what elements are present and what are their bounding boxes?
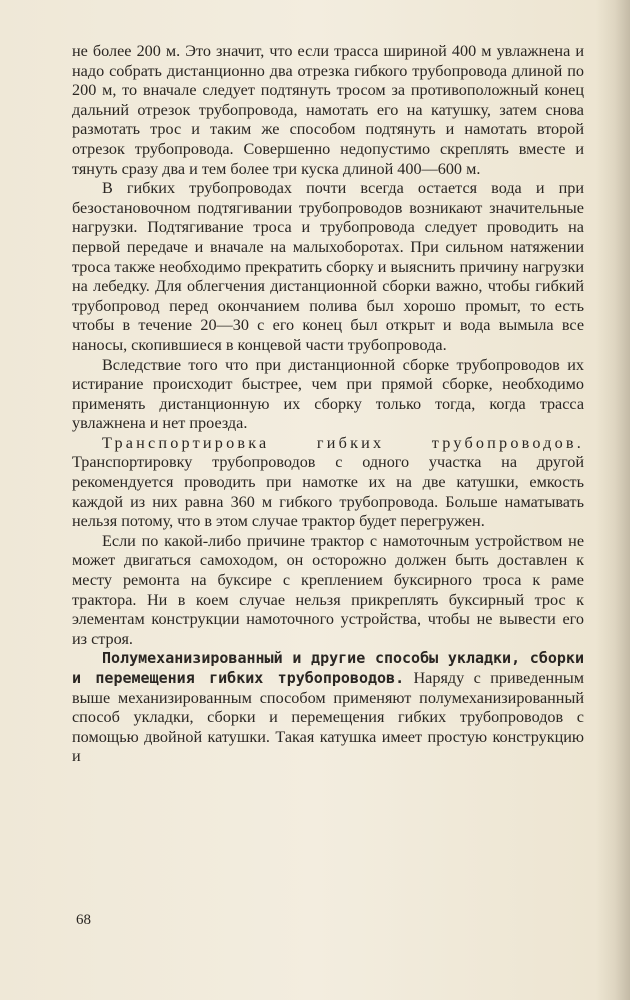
body-text [72, 42, 584, 767]
paragraph-4-body: Транспортировку трубопроводов с одного участка на другой рекомендуется проводить при намотке их на две катушки, емкость каждой из них равна 360 м гибкого трубопровода. Больше наматывать нельзя потому, что в этом случае трактор будет перегружен. [72, 453, 584, 531]
paragraph-3: Вследствие того что при дистанционной сборке трубопроводов их истирание происходит быстрее, чем при прямой сборке, необходимо применять дистанционную их сборку только тогда, когда трасса увлажнена и нет проезда. [72, 355, 584, 433]
section-heading-semimechanized: Полумеханизированный и другие способы укладки, сборки и перемещения гибких трубопроводов. [72, 649, 584, 687]
paragraph-6-body: Наряду с приведенным выше механизированным способом применяют полумеханизированный способ укладки, сборки и перемещения гибких трубопроводов с помощью двойной катушки. Такая катушка имеет простую конструкцию и [72, 669, 585, 766]
section-heading-transport: Транспортировка гибких трубопроводов. [102, 433, 584, 452]
page-spine-shadow [596, 0, 630, 1000]
page-number: 68 [76, 912, 91, 928]
paragraph-2: В гибких трубопроводах почти всегда остается вода и при безостановочном подтягивании трубопроводов возникают значительные нагрузки. Подтягивание троса и трубопровода следует проводить на первой передаче и вначале на малыхоборотах. При сильном натяжении троса также необходимо прекратить сборку и выяснить причину нагрузки на лебедку. Для облегчения дистанционной сборки важно, чтобы гибкий трубопровод перед окончанием полива был хорошо промыт, то есть чтобы в течение 20—30 с его конец был открыт и вода вымыла все наносы, скопившиеся в концевой части трубопровода. [72, 179, 584, 354]
paragraph-6 [72, 649, 584, 767]
paragraph-1: не более 200 м. Это значит, что если трасса шириной 400 м увлажнена и надо собрать дистанционно два отрезка гибкого трубопровода длиной по 200 м, то вначале следует подтянуть тросом за противоположный конец дальний отрезок трубопровода, намотать его на катушку, затем снова размотать трос и таким же способом подтянуть и намотать второй отрезок трубопровода. Совершенно недопустимо скреплять вместе и тянуть сразу два и тем более три куска длиной 400—600 м. [72, 42, 584, 178]
paragraph-4 [72, 434, 584, 532]
paragraph-5: Если по какой-либо причине трактор с намоточным устройством не может двигаться самоходом, он осторожно должен быть доставлен к месту ремонта на буксире с креплением буксирного троса к раме трактора. Ни в коем случае нельзя прикреплять буксирный трос к элементам конструкции намоточного устройства, чтобы не вывести его из строя. [72, 531, 584, 648]
